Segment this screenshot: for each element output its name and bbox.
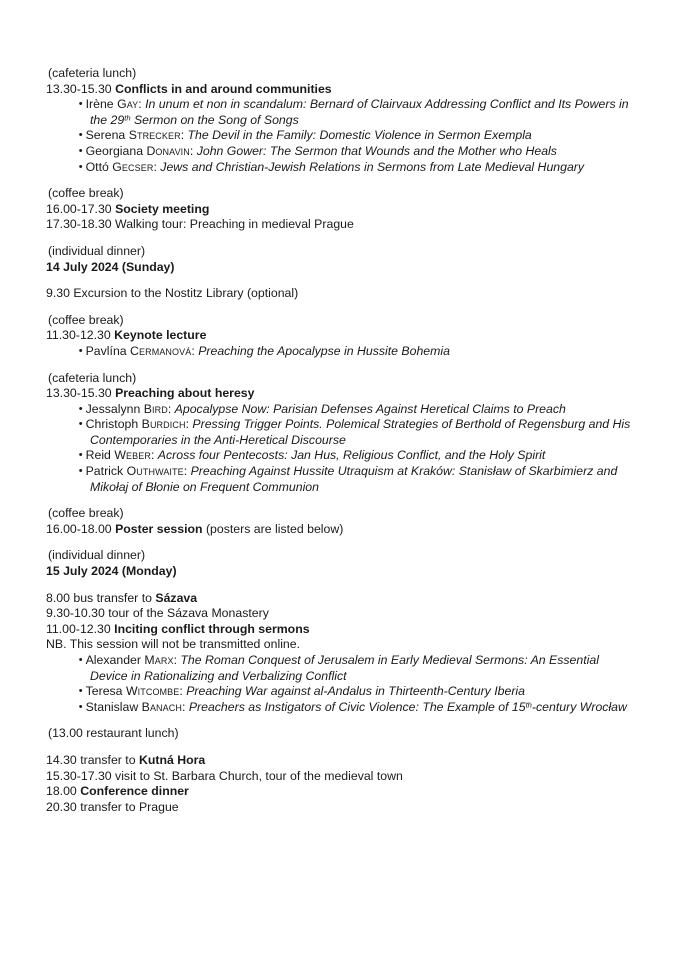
talk-entry [46,448,636,464]
talk-title: Jews and Christian-Jewish Relations in Sermons from Late Medieval Hungary [160,159,585,174]
talk-speaker-first-name: Pavlína [85,343,131,358]
schedule-line: 15.30-17.30 visit to St. Barbara Church, tour of the medieval town [46,768,403,783]
bullet-icon: • [78,144,86,157]
talk-title: In unum et non in scandalum: Bernard of Clairvaux Addressing Conflict and Its Powers in the 29 [90,97,629,127]
break-note: (coffee break) [48,506,124,521]
talk-speaker-first-name: Ottó [85,159,113,174]
schedule-highlight: Kutná Hora [138,752,206,767]
session-title: Conflicts in and around communities [115,81,332,96]
session-heading [46,622,636,638]
talk-speaker-surname: Bird [143,401,168,416]
talk-title-continued: Sermon on the Song of Songs [130,112,299,127]
talk-title: Preachers as Instigators of Civic Violence: The Example of 15 [188,699,526,714]
talk-speaker-surname: Cermanová [130,343,192,358]
talk-speaker-surname: Witcombe [125,684,180,699]
schedule-line: 17.30-18.30 Walking tour: Preaching in medieval Prague [46,217,354,232]
session-time: 13.30-15.30 [46,386,116,401]
break-note: (13.00 restaurant lunch) [48,726,179,741]
talk-speaker-first-name: Christoph [85,417,142,432]
talk-title-continued: -century Wrocław [531,699,627,714]
talk-separator: : [167,401,175,416]
ordinal-superscript: th [124,113,131,123]
break-note: (cafeteria lunch) [48,66,137,80]
talk-title: Pressing Trigger Points. Polemical Strategies of Berthold of Regensburg and His Contemporaries in the Anti-Heretical Discourse [90,417,631,447]
talk-speaker-surname: Gay [117,97,139,112]
talk-entry [46,97,636,128]
talk-separator: : [185,417,193,432]
talk-speaker-surname: Donavin [146,143,190,158]
talk-speaker-first-name: Stanislaw [85,699,142,714]
session-time: 11.00-12.30 [46,621,115,636]
break-note: (cafeteria lunch) [48,370,137,385]
talk-speaker-surname: Weber [114,448,151,463]
session-heading [46,202,636,218]
conference-programme-body [46,66,636,815]
bullet-icon: • [78,685,86,698]
talk-separator: : [181,699,189,714]
bullet-icon: • [78,344,86,357]
talk-speaker-first-name: Patrick [85,464,127,479]
talk-separator: : [173,653,181,667]
talk-entry [46,684,636,700]
talk-entry [46,344,636,360]
bullet-icon: • [78,98,86,111]
talk-speaker-surname: Burdich [141,417,186,432]
session-title: Preaching about heresy [115,386,255,401]
bullet-icon: • [78,418,86,431]
talk-separator: : [189,143,197,158]
talk-speaker-first-name: Jessalynn [85,401,144,416]
talk-entry [46,464,636,495]
break-note: (individual dinner) [48,548,146,563]
bullet-icon: • [78,654,86,666]
talk-speaker-first-name: Reid [85,448,115,463]
talk-separator: : [191,343,199,358]
talk-title: Apocalypse Now: Parisian Defenses Against Heretical Claims to Preach [174,401,566,416]
bullet-icon: • [78,700,86,713]
schedule-time-and-action: 18.00 [46,784,81,799]
session-heading [46,522,636,538]
session-time: 13.30-15.30 [46,81,116,96]
talk-title: Preaching War against al-Andalus in Thirteenth-Century Iberia [186,684,525,699]
talk-entry [46,417,636,448]
talk-entry [46,144,636,160]
break-note: (coffee break) [48,312,124,327]
talk-entry [46,653,636,684]
schedule-line [46,753,636,769]
schedule-line: 9.30 Excursion to the Nostitz Library (optional) [46,286,299,301]
session-heading [46,82,636,98]
talk-list [46,97,636,175]
talk-entry [46,402,636,418]
ordinal-superscript: th [525,700,532,710]
schedule-line: 20.30 transfer to Prague [46,799,179,814]
session-time: 16.00-18.00 [46,521,116,536]
session-title: Society meeting [115,201,210,216]
talk-speaker-surname: Banach [141,699,182,714]
talk-separator: : [179,684,187,699]
schedule-time-and-action: 14.30 transfer to [46,752,139,767]
talk-speaker-first-name: Georgiana [85,143,147,158]
talk-speaker-surname: Outhwaite [126,464,184,479]
talk-title: Preaching Against Hussite Utraquism at Kraków: Stanisław of Skarbimierz and Mikołaj of Błonie on Frequent Communion [90,464,618,494]
day-heading: 14 July 2024 (Sunday) [46,259,175,274]
talk-list [46,402,636,496]
break-note: (coffee break) [48,186,124,201]
bullet-icon: • [78,402,86,415]
talk-speaker-surname: Marx [144,653,174,667]
talk-speaker-surname: Gecser [112,159,154,174]
talk-speaker-surname: Strecker [128,128,181,143]
talk-title: The Devil in the Family: Domestic Violence in Sermon Exempla [187,128,532,143]
session-title: Poster session [115,521,203,536]
session-heading [46,386,636,402]
schedule-highlight: Sázava [155,590,198,605]
schedule-line [46,591,636,607]
talk-speaker-first-name: Teresa [85,684,126,699]
session-title: Inciting conflict through sermons [114,621,310,636]
talk-title: The Roman Conquest of Jerusalem in Early Medieval Sermons: An Essential Device in Rationalizing and Verbalizing Conflict [90,653,599,683]
bullet-icon: • [78,465,86,478]
session-note: NB. This session will not be transmitted online. [46,637,301,652]
session-time: 16.00-17.30 [46,201,116,216]
talk-title: John Gower: The Sermon that Wounds and the Mother who Heals [196,143,557,158]
talk-speaker-first-name: Irène [85,97,118,112]
schedule-time-and-action: 8.00 bus transfer to [46,590,156,605]
talk-separator: : [150,448,158,463]
talk-entry [46,160,636,176]
talk-title: Preaching the Apocalypse in Hussite Bohemia [198,343,450,358]
talk-speaker-first-name: Serena [85,128,129,143]
talk-list [46,653,636,715]
session-title: Keynote lecture [114,328,207,343]
schedule-line [46,784,636,800]
bullet-icon: • [78,129,86,142]
break-note: (individual dinner) [48,243,146,258]
talk-entry [46,128,636,144]
talk-separator: : [183,464,191,479]
talk-separator: : [180,128,188,143]
day-heading: 15 July 2024 (Monday) [46,564,177,579]
session-heading [46,328,636,344]
talk-title: Across four Pentecosts: Jan Hus, Religious Conflict, and the Holy Spirit [157,448,546,463]
session-time: 11.30-12.30 [46,328,115,343]
talk-separator: : [153,159,161,174]
bullet-icon: • [78,160,86,173]
talk-list [46,344,636,360]
schedule-highlight: Conference dinner [80,784,189,799]
schedule-line: 9.30-10.30 tour of the Sázava Monastery [46,606,269,621]
bullet-icon: • [78,449,86,462]
talk-speaker-first-name: Alexander [85,653,145,667]
talk-separator: : [138,97,146,112]
session-suffix-note: (posters are listed below) [202,521,344,536]
talk-entry [46,700,636,716]
